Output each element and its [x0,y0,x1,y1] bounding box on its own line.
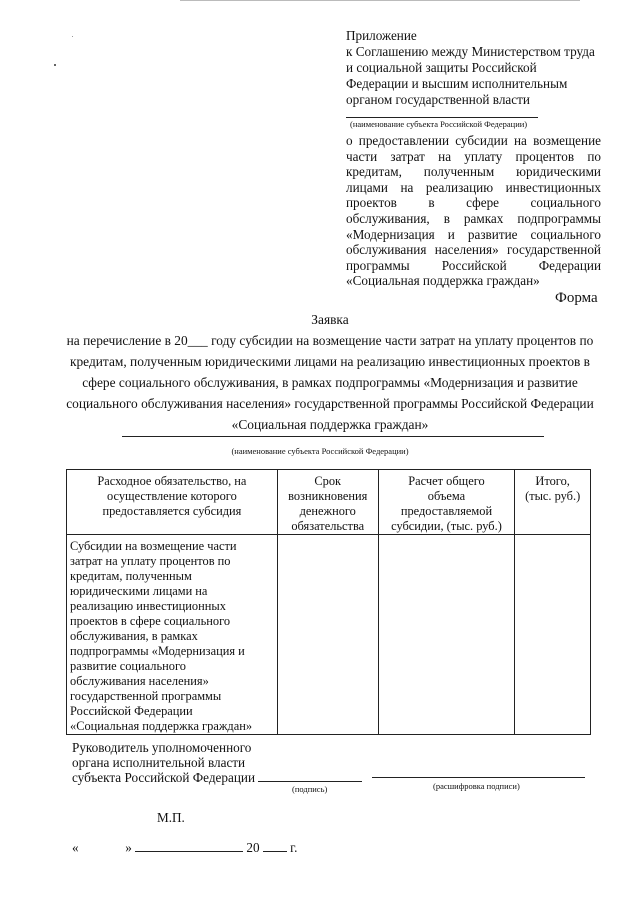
agreement-line: части затрат на уплату процентов по [346,148,601,164]
agreement-line: «Социальная поддержка граждан» [346,273,540,289]
subject-caption: (наименование субъекта Российской Федерации) [231,446,409,456]
agreement-subject [346,133,601,289]
request-line: кредитам, полученным юридическими лицами на реализацию инвестиционных проектов в [69,354,591,369]
request-line: сфере социального обслуживания, в рамках подпрограммы «Модернизация и развитие [82,375,578,390]
header-calculation: Расчет общего объема предоставляемой субсидии, (тыс. руб.) [378,470,515,535]
leader-line: Руководитель уполномоченного [72,740,252,755]
scan-speck [54,64,56,66]
agreement-line: «Модернизация и развитие социального [346,226,601,242]
appendix-header [346,28,606,108]
request-line: «Социальная поддержка граждан» [231,417,429,432]
header-total: Итого, (тыс. руб.) [515,470,591,535]
header-term: Срок возникновения денежного обязательства [277,470,378,535]
request-line: социального обслуживания населения» государственной программы Российской Федерации [66,396,594,411]
leader-line: органа исполнительной власти [72,755,246,770]
subject-blank-line [346,117,538,118]
top-border-line [180,0,580,1]
row-description: Субсидии на возмещение части затрат на уплату процентов по кредитам, полученным юридическими лицами на реализацию инвестиционных проектов в сфере социального обслуживания, в рамках подпрограммы «Модернизация и развитие социального обслуживания населения» государственной программы Российской Федерации «Социальная поддержка граждан» [67,535,278,735]
subsidy-table [66,469,591,735]
table-row [67,535,591,735]
agreement-line: о предоставлении субсидии на возмещение [346,133,601,148]
agreement-line: программы Российской Федерации [346,257,601,273]
appendix-line: органом государственной власти [346,92,530,107]
agreement-line: обслуживания, в рамках подпрограммы [346,210,601,226]
date-year-prefix: 20 [246,840,260,856]
leader-line: субъекта Российской Федерации [72,770,256,785]
date-open-quote: « [72,840,79,856]
cell-term-empty[interactable] [277,535,378,735]
agreement-line: лицами на реализацию инвестиционных [346,179,601,195]
date-row [72,838,297,856]
seal-place: М.П. [157,810,185,825]
appendix-line: Федерации и высшим исполнительным [346,76,568,91]
signature-line[interactable] [258,781,362,782]
request-title: Заявка [311,312,349,327]
agreement-line: обслуживания населения» государственной [346,242,601,258]
decoding-caption: (расшифровка подписи) [433,781,520,791]
appendix-line: к Соглашению между Министерством труда [346,44,595,59]
scan-speck [72,36,73,37]
header-obligation: Расходное обязательство, на осуществление которого предоставляется субсидия [67,470,278,535]
form-label: Форма [555,290,598,306]
subject-caption: (наименование субъекта Российской Федерации) [350,119,528,129]
table-header-row [67,470,591,535]
cell-total-empty[interactable] [515,535,591,735]
date-month-blank[interactable] [135,838,243,852]
subject-blank-line [122,436,544,437]
appendix-line: и социальной защиты Российской [346,60,537,75]
cell-calculation-empty[interactable] [378,535,515,735]
agreement-line: кредитам, полученным юридическими [346,164,601,180]
request-line: на перечисление в 20___ году субсидии на возмещение части затрат на уплату процентов по [66,333,594,348]
date-suffix: г. [290,840,298,856]
signature-caption: (подпись) [292,784,328,794]
leader-block [72,740,255,785]
date-year-blank[interactable] [263,838,287,852]
date-day-blank[interactable] [82,839,122,852]
agreement-line: проектов в сфере социального [346,195,601,211]
request-title-block [60,309,600,435]
date-close-quote: » [125,840,132,856]
appendix-line: Приложение [346,28,417,43]
signature-decoding-line[interactable] [372,777,585,778]
